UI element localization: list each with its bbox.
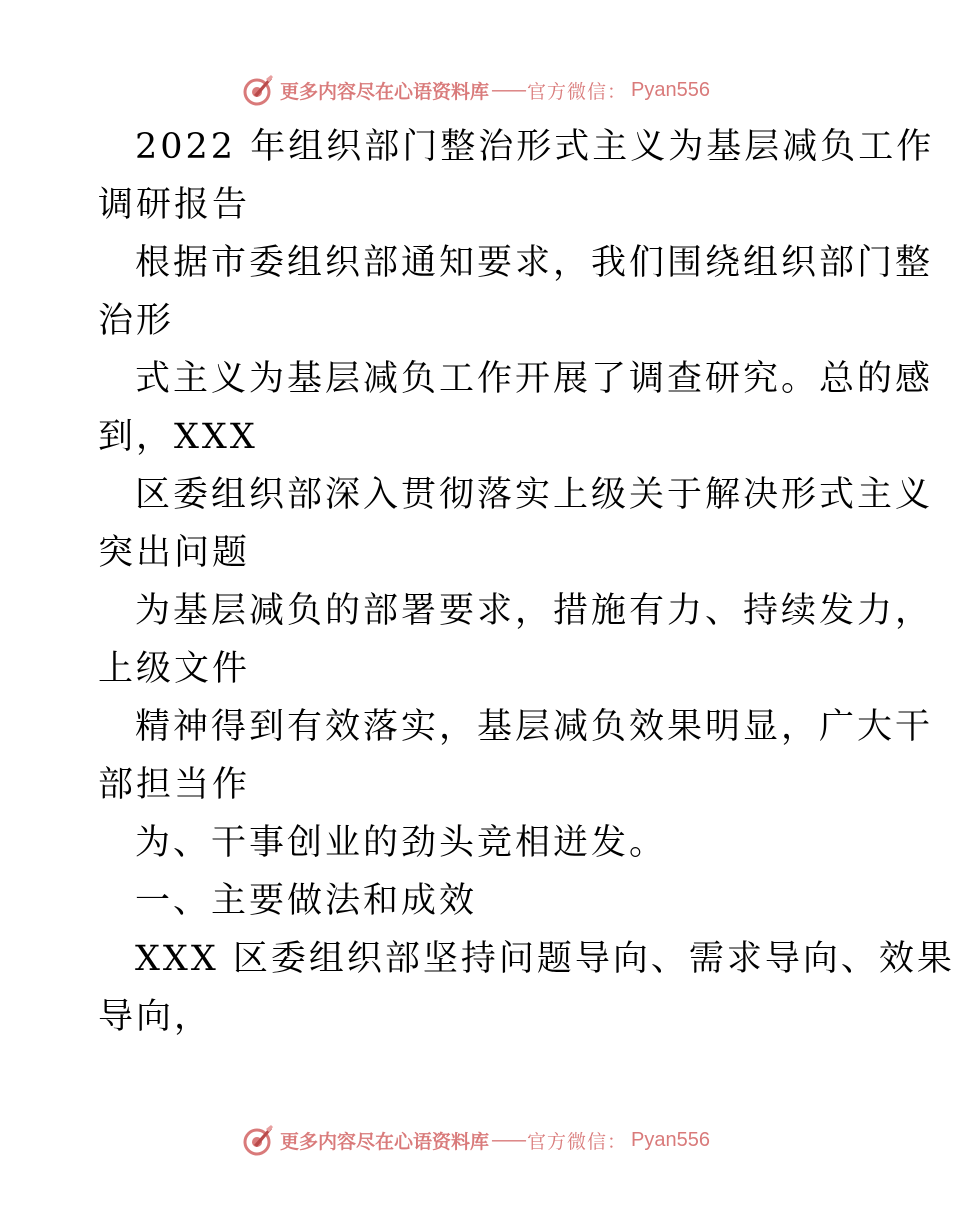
document-line: 2022 年组织部门整治形式主义为基层减负工作 [135,127,935,167]
document-line: XXX 区委组织部坚持问题导向、需求导向、效果 [135,939,955,979]
document-line: 治形 [98,301,175,341]
banner-wechat-id: Pyan556 [631,1128,710,1151]
footer-watermark-banner [0,1120,950,1160]
document-line: 一、主要做法和成效 [135,881,478,921]
document-line: 为、干事创业的劲头竞相迸发。 [135,823,668,863]
banner-dash: —— [491,79,526,101]
banner-wechat-id: Pyan556 [631,78,710,101]
header-watermark-banner [0,70,950,110]
banner-wechat-label: 官方微信： [527,80,628,103]
document-line: 到，XXX [98,417,258,457]
document-line: 上级文件 [98,649,251,689]
document-line: 为基层减负的部署要求，措施有力、持续发力， [135,591,934,631]
document-line: 导向， [98,997,213,1037]
quill-pen-logo-icon [240,73,274,107]
document-line: 突出问题 [98,533,251,573]
banner-wechat-label: 官方微信： [527,1130,628,1153]
banner-dash: —— [491,1129,526,1151]
quill-pen-logo-icon [240,1123,274,1157]
document-line: 调研报告 [98,185,251,225]
document-line: 部担当作 [98,765,251,805]
document-line: 根据市委组织部通知要求，我们围绕组织部门整 [135,243,934,283]
document-line: 式主义为基层减负工作开展了调查研究。总的感 [135,359,934,399]
banner-brand-text: 更多内容尽在心语资料库 [280,1130,490,1153]
banner-brand-text: 更多内容尽在心语资料库 [280,80,490,103]
document-line: 区委组织部深入贯彻落实上级关于解决形式主义 [135,475,934,515]
document-body [98,118,955,1046]
document-line: 精神得到有效落实，基层减负效果明显，广大干 [135,707,934,747]
